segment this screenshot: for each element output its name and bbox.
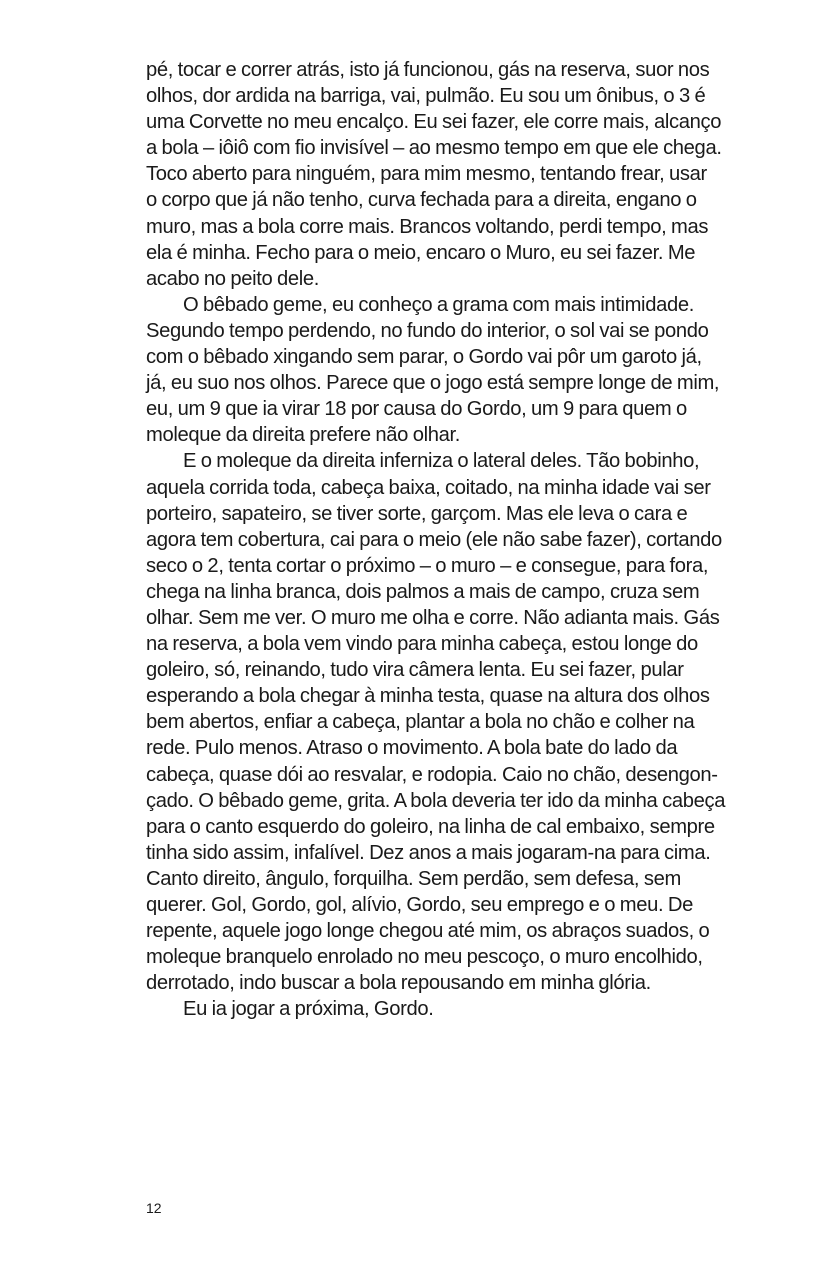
text-line: olhar. Sem me ver. O muro me olha e corre. Não adianta mais. Gás: [146, 606, 720, 629]
text-line: pé, tocar e correr atrás, isto já funcionou, gás na reserva, suor nos: [146, 59, 710, 81]
text-line: seco o 2, tenta cortar o próximo – o muro – e consegue, para fora,: [146, 554, 709, 577]
text-line: goleiro, só, reinando, tudo vira câmera lenta. Eu sei fazer, pular: [146, 659, 684, 682]
text-line: moleque da direita prefere não olhar.: [146, 424, 460, 447]
text-line: acabo no peito dele.: [146, 267, 320, 290]
text-line: bem abertos, enfiar a cabeça, plantar a bola no chão e colher na: [146, 711, 695, 734]
text-line: uma Corvette no meu encalço. Eu sei fazer, ele corre mais, alcanço: [146, 111, 722, 134]
text-line: olhos, dor ardida na barriga, vai, pulmão. Eu sou um ônibus, o 3 é: [146, 85, 706, 108]
text-line: porteiro, sapateiro, se tiver sorte, garçom. Mas ele leva o cara e: [146, 502, 688, 525]
paragraph-start-line: Eu ia jogar a próxima, Gordo.: [183, 998, 434, 1021]
text-line: querer. Gol, Gordo, gol, alívio, Gordo, seu emprego e o meu. De: [146, 894, 693, 916]
page-number: 12: [146, 1200, 162, 1216]
text-line: já, eu suo nos olhos. Parece que o jogo está sempre longe de mim,: [146, 372, 720, 395]
text-line: na reserva, a bola vem vindo para minha cabeça, estou longe do: [146, 633, 698, 656]
text-line: Canto direito, ângulo, forquilha. Sem perdão, sem defesa, sem: [146, 867, 681, 890]
body-text: [146, 57, 728, 1022]
text-line: a bola – iôiô com fio invisível – ao mesmo tempo em que ele chega.: [146, 137, 722, 160]
text-line: cabeça, quase dói ao resvalar, e rodopia. Caio no chão, desengon-: [146, 763, 718, 786]
text-line: chega na linha branca, dois palmos a mais de campo, cruza sem: [146, 580, 700, 603]
text-line: Segundo tempo perdendo, no fundo do interior, o sol vai se pondo: [146, 319, 709, 342]
text-line: com o bêbado xingando sem parar, o Gordo vai pôr um garoto já,: [146, 346, 702, 369]
text-line: ela é minha. Fecho para o meio, encaro o Muro, eu sei fazer. Me: [146, 241, 696, 264]
text-line: moleque branquelo enrolado no meu pescoço, o muro encolhido,: [146, 946, 703, 969]
text-line: çado. O bêbado geme, grita. A bola deveria ter ido da minha cabeça: [146, 789, 726, 812]
text-line: o corpo que já não tenho, curva fechada para a direita, engano o: [146, 189, 697, 212]
text-line: eu, um 9 que ia virar 18 por causa do Gordo, um 9 para quem o: [146, 398, 687, 421]
text-line: repente, aquele jogo longe chegou até mim, os abraços suados, o: [146, 920, 710, 943]
text-line: rede. Pulo menos. Atraso o movimento. A bola bate do lado da: [146, 737, 678, 760]
text-line: aquela corrida toda, cabeça baixa, coitado, na minha idade vai ser: [146, 476, 711, 499]
text-line: agora tem cobertura, cai para o meio (ele não sabe fazer), cortando: [146, 528, 722, 551]
text-line: Toco aberto para ninguém, para mim mesmo, tentando frear, usar: [146, 163, 707, 186]
text-line: tinha sido assim, infalível. Dez anos a mais jogaram-na para cima.: [146, 841, 711, 864]
text-line: muro, mas a bola corre mais. Brancos voltando, perdi tempo, mas: [146, 215, 709, 238]
text-line: esperando a bola chegar à minha testa, quase na altura dos olhos: [146, 685, 710, 708]
text-line: para o canto esquerdo do goleiro, na linha de cal embaixo, sempre: [146, 815, 715, 838]
paragraph-start-line: E o moleque da direita inferniza o lateral deles. Tão bobinho,: [183, 450, 700, 473]
paragraph-start-line: O bêbado geme, eu conheço a grama com mais intimidade.: [183, 293, 694, 316]
text-line: derrotado, indo buscar a bola repousando em minha glória.: [146, 972, 651, 995]
